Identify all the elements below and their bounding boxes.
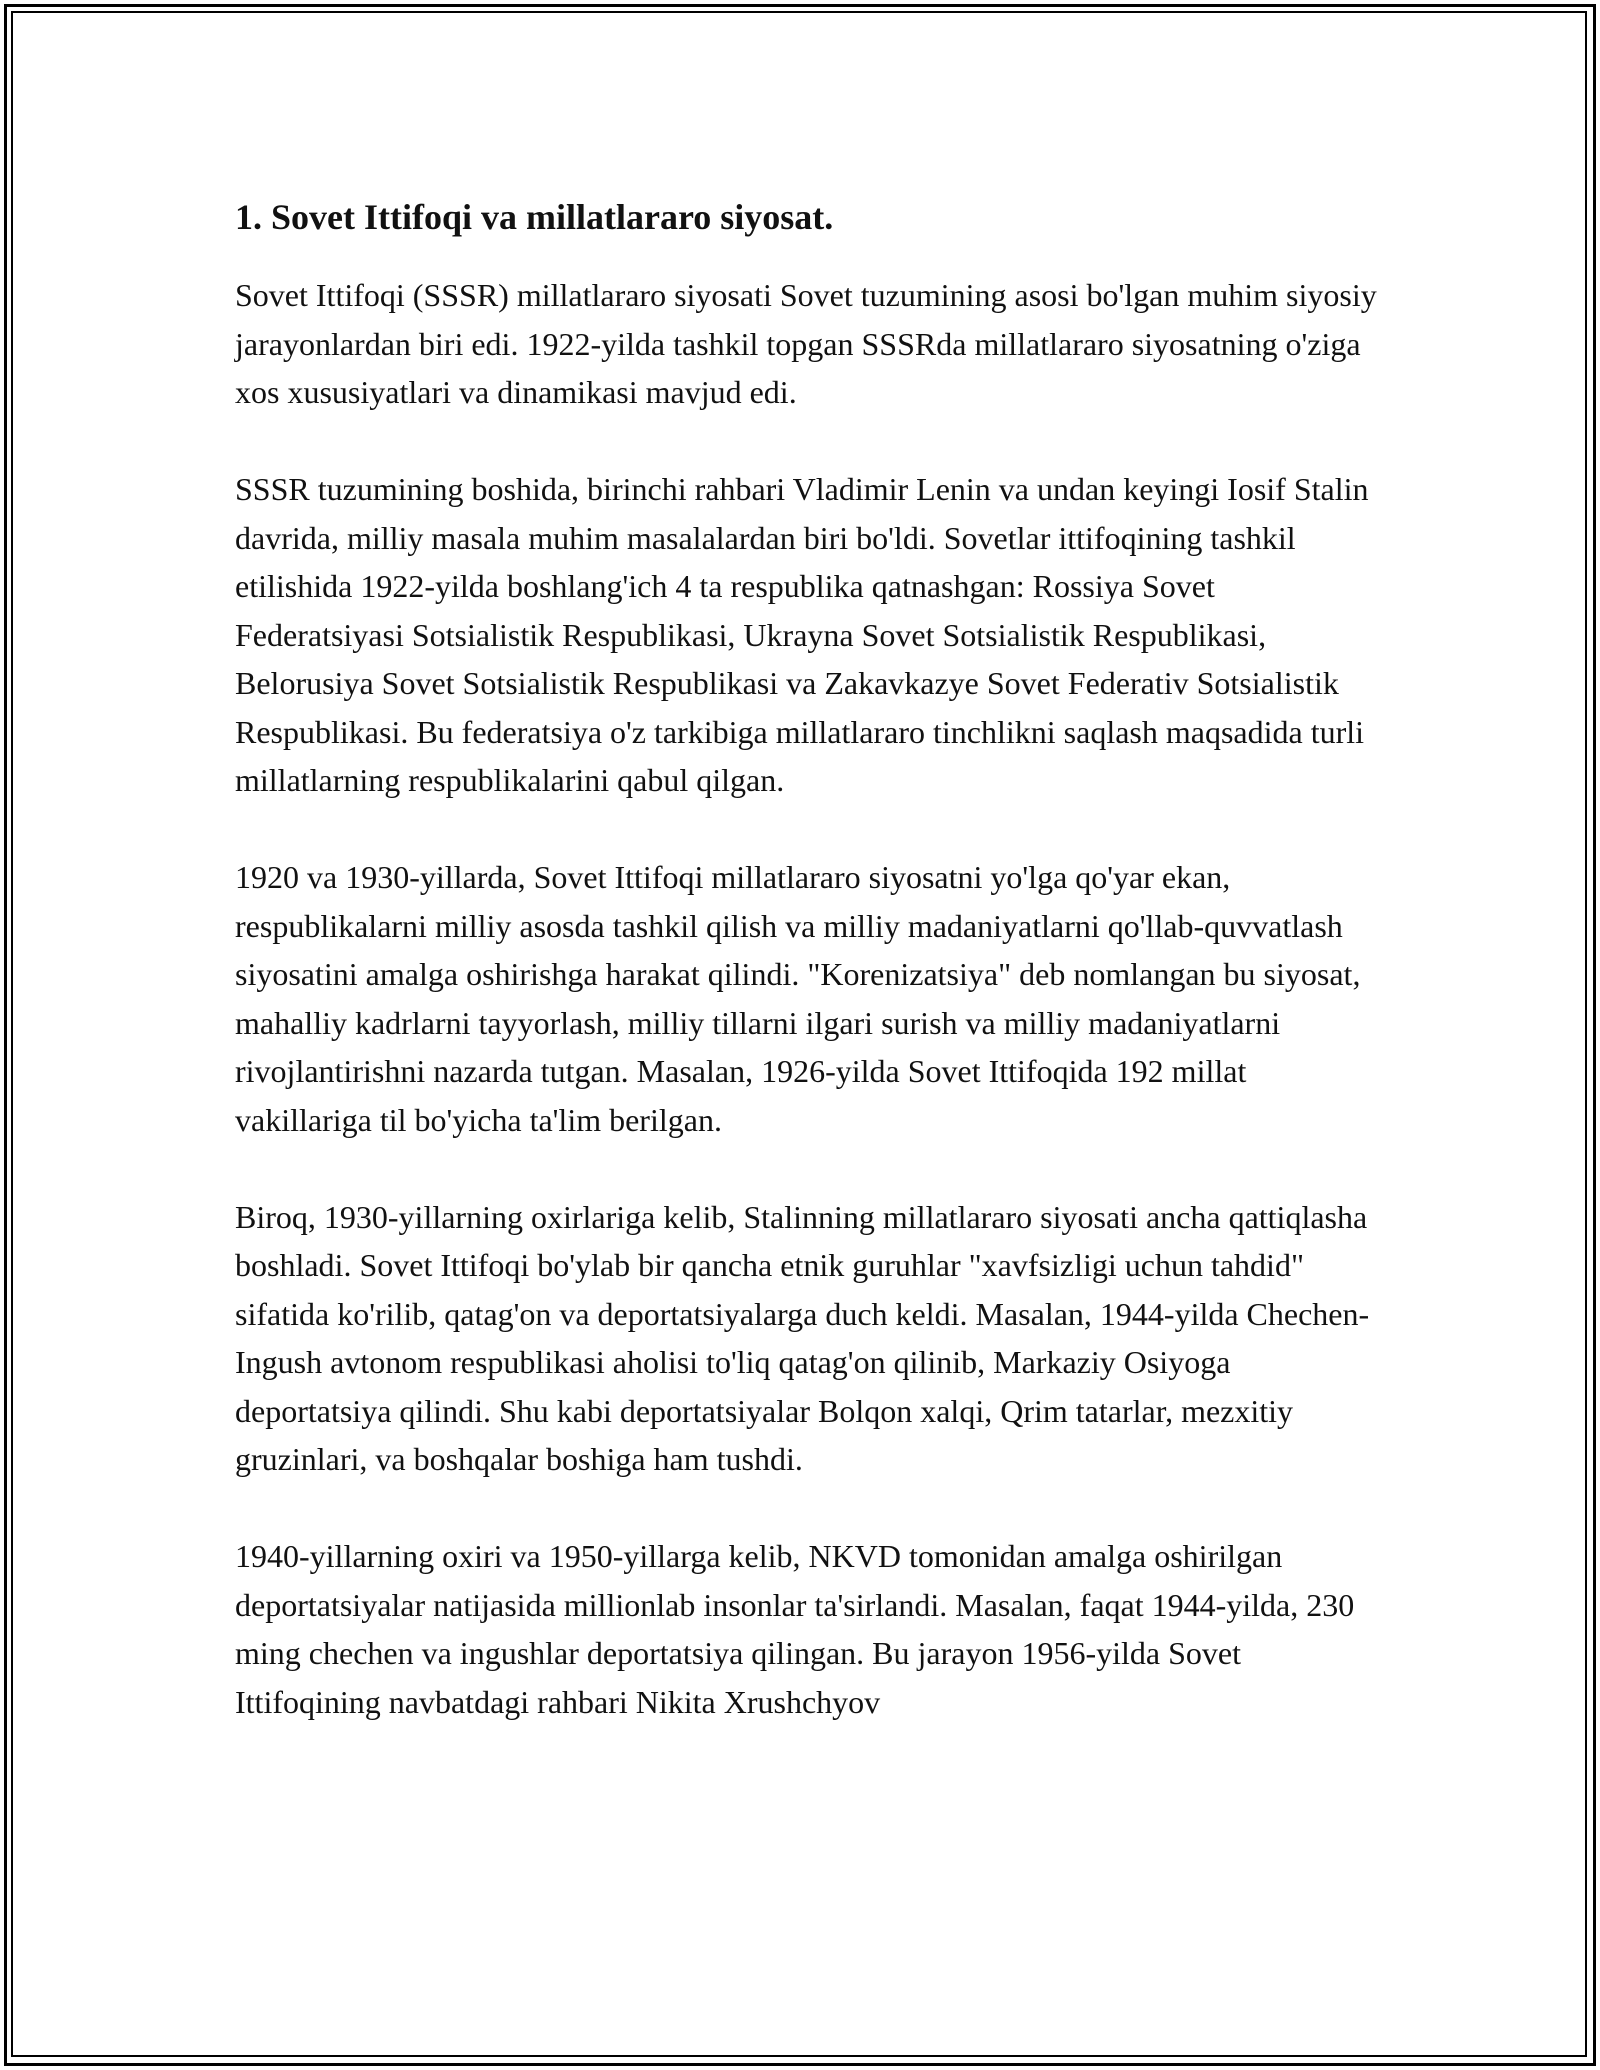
paragraph-1: Sovet Ittifoqi (SSSR) millatlararo siyosati Sovet tuzumining asosi bo'lgan muhim siyosiy jarayonlardan biri edi. 1922-yilda tashkil topgan SSSRda millatlararo siyosatning o'ziga xos xususiyatlari va dinamikasi mavjud edi. (235, 277, 1377, 410)
document-body (235, 185, 1385, 1775)
paragraph-5: 1940-yillarning oxiri va 1950-yillarga kelib, NKVD tomonidan amalga oshirilgan deportatsiyalar natijasida millionlab insonlar ta'sirlandi. Masalan, faqat 1944-yilda, 230 ming chechen va ingushlar deportatsiya qilingan. Bu jarayon 1956-yilda Sovet Ittifoqining navbatdagi rahbari Nikita Xrushchyov (235, 1538, 1355, 1720)
paragraph-2: SSSR tuzumining boshida, birinchi rahbari Vladimir Lenin va undan keyingi Iosif Stalin davrida, milliy masala muhim masalalardan biri bo'ldi. Sovetlar ittifoqining tashkil etilishida 1922-yilda boshlang'ich 4 ta respublika qatnashgan: Rossiya Sovet Federatsiyasi Sotsialistik Respublikasi, Ukrayna Sovet Sotsialistik Respublikasi, Belorusiya Sovet Sotsialistik Respublikasi va Zakavkazye Sovet Federativ Sotsialistik Respublikasi. Bu federatsiya o'z tarkibiga millatlararo tinchlikni saqlash maqsadida turli millatlarning respublikalarini qabul qilgan. (235, 471, 1369, 798)
paragraph-4: Biroq, 1930-yillarning oxirlariga kelib, Stalinning millatlararo siyosati ancha qattiqlasha boshladi. Sovet Ittifoqi bo'ylab bir qancha etnik guruhlar "xavfsizligi uchun tahdid" sifatida ko'rilib, qatag'on va deportatsiyalarga duch keldi. Masalan, 1944-yilda Chechen-Ingush avtonom respublikasi aholisi to'liq qatag'on qilinib, Markaziy Osiyoga deportatsiya qilindi. Shu kabi deportatsiyalar Bolqon xalqi, Qrim tatarlar, mezxitiy gruzinlari, va boshqalar boshiga ham tushdi. (235, 1198, 1370, 1477)
document-title: 1. Sovet Ittifoqi va millatlararo siyosat. (235, 197, 834, 237)
paragraph-3: 1920 va 1930-yillarda, Sovet Ittifoqi millatlararo siyosatni yo'lga qo'yar ekan, respublikalarni milliy asosda tashkil qilish va milliy madaniyatlarni qo'llab-quvvatlash siyosatini amalga oshirishga harakat qilindi. "Korenizatsiya" deb nomlangan bu siyosat, mahalliy kadrlarni tayyorlash, milliy tillarni ilgari surish va milliy madaniyatlarni rivojlantirishni nazarda tutgan. Masalan, 1926-yilda Sovet Ittifoqida 192 millat vakillariga til bo'yicha ta'lim berilgan. (235, 859, 1361, 1138)
